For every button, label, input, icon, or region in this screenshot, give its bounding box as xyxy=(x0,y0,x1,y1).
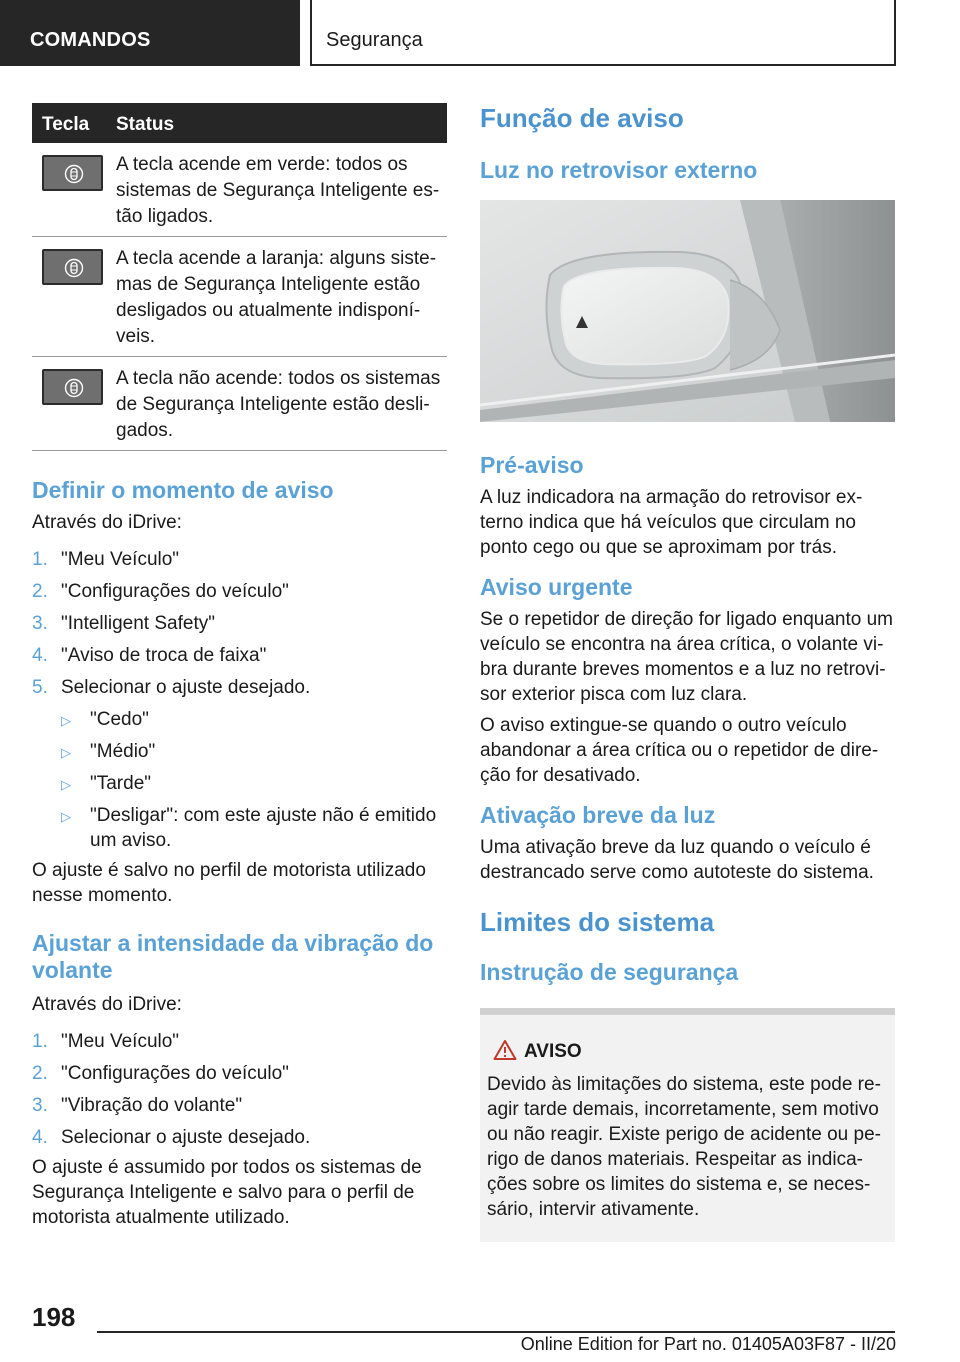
warning-time-heading: Definir o momento de aviso xyxy=(32,477,334,503)
vibration-intro: Através do iDrive: xyxy=(32,994,182,1015)
table-row xyxy=(32,143,447,237)
safety-key-icon xyxy=(42,369,103,405)
warning-title xyxy=(487,1039,883,1064)
warning-time-intro: Através do iDrive: xyxy=(32,512,182,533)
brief-activation-text: Uma ativação breve da luz quando o veículo é destrancado serve como autoteste do sistema. xyxy=(480,837,874,883)
triangle-bullet-icon: ▷ xyxy=(61,777,71,792)
list-item: 2. "Configurações do veículo" xyxy=(32,581,289,602)
safety-key-icon xyxy=(42,155,103,191)
right-column xyxy=(480,103,895,1242)
warning-label: AVISO xyxy=(524,1041,582,1062)
safety-key-icon xyxy=(42,249,103,285)
warning-triangle-icon xyxy=(493,1039,517,1061)
triangle-bullet-icon: ▷ xyxy=(61,809,71,824)
warning-function-heading: Função de aviso xyxy=(480,103,684,133)
option-item: ▷ "Cedo" xyxy=(61,707,447,732)
pre-warning-heading: Pré-aviso xyxy=(480,452,584,478)
urgent-warning-text-2: O aviso extingue-se quando o outro veículo abandonar a área crítica ou o repetidor de dire-ção for desativado. xyxy=(480,715,879,786)
vibration-note: O ajuste é assumido por todos os sistemas de Segurança Inteligente e salvo para o perfil de motorista atualmente utilizado. xyxy=(32,1157,422,1228)
header-section: COMANDOS xyxy=(30,29,151,51)
option-item: ▷ "Desligar": com este ajuste não é emitido um aviso. xyxy=(61,805,437,851)
urgent-warning-heading: Aviso urgente xyxy=(480,574,633,600)
warning-time-note: O ajuste é salvo no perfil de motorista utilizado nesse momento. xyxy=(32,860,426,906)
vibration-steps xyxy=(32,1029,447,1150)
list-item: 4. Selecionar o ajuste desejado. xyxy=(32,1127,311,1148)
triangle-bullet-icon: ▷ xyxy=(61,713,71,728)
table-header xyxy=(32,103,447,143)
system-limits-heading: Limites do sistema xyxy=(480,907,715,937)
vibration-heading: Ajustar a intensidade da vibração do volante xyxy=(32,930,434,983)
mirror-light-heading: Luz no retrovisor externo xyxy=(480,157,758,183)
safety-instruction-heading: Instrução de segurança xyxy=(480,959,739,985)
list-item: 2. "Configurações do veículo" xyxy=(32,1063,289,1084)
side-mirror-illustration xyxy=(480,200,895,422)
warning-time-steps xyxy=(32,547,447,853)
list-item: 3. "Intelligent Safety" xyxy=(32,613,215,634)
list-item: 3. "Vibração do volante" xyxy=(32,1095,243,1116)
table-row-status: A tecla acende a laranja: alguns siste-mas de Segurança Inteligente estão desligados ou atualmente indisponí-veis. xyxy=(116,248,437,347)
brief-activation-heading: Ativação breve da luz xyxy=(480,802,716,828)
header-section-tab xyxy=(0,0,300,66)
list-item: 5. Selecionar o ajuste desejado. ▷ "Cedo" ▷ "Médio" ▷ "Tarde" ▷ "Desligar": com este ajuste não é emitido um aviso. xyxy=(32,675,447,853)
table-row xyxy=(32,357,447,451)
triangle-bullet-icon: ▷ xyxy=(61,745,71,760)
left-column xyxy=(32,103,447,1230)
warning-text: Devido às limitações do sistema, este pode re-agir tarde demais, incorretamente, sem motivo ou não reagir. Existe perigo de acidente ou pe-rigo de danos materiais. Respeitar as indica-ções sobre os limites do sistema e, se neces-sário, intervir ativamente. xyxy=(487,1074,881,1220)
footer-edition: Online Edition for Part no. 01405A03F87 - II/20 xyxy=(520,1334,896,1354)
pre-warning-text: A luz indicadora na armação do retrovisor ex-terno indica que há veículos que circulam no ponto cego ou que se aproximam por trás. xyxy=(480,487,863,558)
option-list xyxy=(61,707,447,853)
header-topic-box xyxy=(310,0,896,66)
list-item: 1. "Meu Veículo" xyxy=(32,1031,180,1052)
table-row xyxy=(32,237,447,357)
header-topic: Segurança xyxy=(326,29,423,51)
option-item: ▷ "Tarde" xyxy=(61,771,447,796)
table-header-status: Status xyxy=(116,114,175,135)
list-item: 1. "Meu Veículo" xyxy=(32,549,180,570)
urgent-warning-text: Se o repetidor de direção for ligado enquanto um veículo se encontra na área crítica, o volante vi-bra durante breves momentos e a luz no retrovi-sor exterior pisca com luz clara. xyxy=(480,609,893,705)
table-header-key: Tecla xyxy=(42,114,90,135)
warning-box xyxy=(480,1008,895,1242)
list-item: 4. "Aviso de troca de faixa" xyxy=(32,645,267,666)
table-row-status: A tecla não acende: todos os sistemas de Segurança Inteligente estão desli-gados. xyxy=(116,368,441,441)
page-number: 198 xyxy=(32,1302,76,1332)
table-row-status: A tecla acende em verde: todos os sistemas de Segurança Inteligente es-tão ligados. xyxy=(116,154,440,227)
footer-divider xyxy=(97,1331,895,1333)
option-item: ▷ "Médio" xyxy=(61,739,447,764)
